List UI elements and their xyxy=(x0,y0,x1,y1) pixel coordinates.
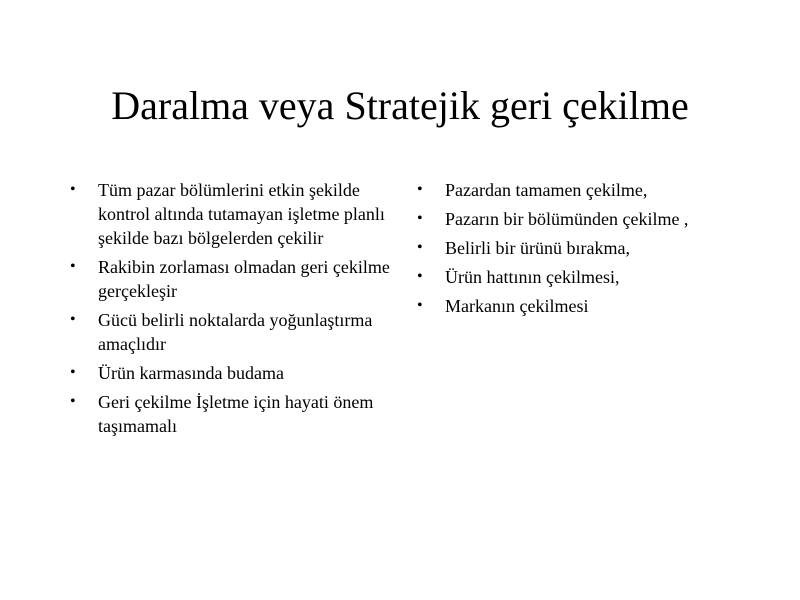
list-item-text: Ürün hattının çekilmesi, xyxy=(445,267,620,287)
list-item-text: Markanın çekilmesi xyxy=(445,296,589,316)
list-item-text: Pazardan tamamen çekilme, xyxy=(445,180,648,200)
bullet-icon: • xyxy=(417,181,423,198)
bullet-icon: • xyxy=(417,210,423,227)
list-item-text: Geri çekilme İşletme için hayati önem taşımamalı xyxy=(98,392,374,436)
bullet-icon: • xyxy=(70,364,76,381)
list-item xyxy=(70,361,400,385)
bullet-icon: • xyxy=(417,297,423,314)
slide-title: Daralma veya Stratejik geri çekilme xyxy=(111,83,689,128)
bullet-icon: • xyxy=(70,311,76,328)
list-item-text: Gücü belirli noktalarda yoğunlaştırma amaçlıdır xyxy=(98,310,373,354)
list-item xyxy=(417,178,747,202)
list-item xyxy=(417,294,747,318)
list-item-text: Belirli bir ürünü bırakma, xyxy=(445,238,630,258)
list-item xyxy=(417,207,747,231)
bullet-icon: • xyxy=(417,268,423,285)
list-item xyxy=(417,236,747,260)
list-item xyxy=(417,265,747,289)
bullet-icon: • xyxy=(70,393,76,410)
list-item xyxy=(70,178,400,250)
list-item xyxy=(70,390,400,438)
right-bullet-list xyxy=(417,178,747,323)
list-item xyxy=(70,255,400,303)
list-item xyxy=(70,308,400,356)
list-item-text: Rakibin zorlaması olmadan geri çekilme gerçekleşir xyxy=(98,257,390,301)
list-item-text: Pazarın bir bölümünden çekilme , xyxy=(445,209,689,229)
list-item-text: Tüm pazar bölümlerini etkin şekilde kontrol altında tutamayan işletme planlı şekilde bazı bölgelerden çekilir xyxy=(98,180,385,248)
bullet-icon: • xyxy=(70,258,76,275)
list-item-text: Ürün karmasında budama xyxy=(98,363,284,383)
left-bullet-list xyxy=(70,178,400,443)
bullet-icon: • xyxy=(417,239,423,256)
bullet-icon: • xyxy=(70,181,76,198)
